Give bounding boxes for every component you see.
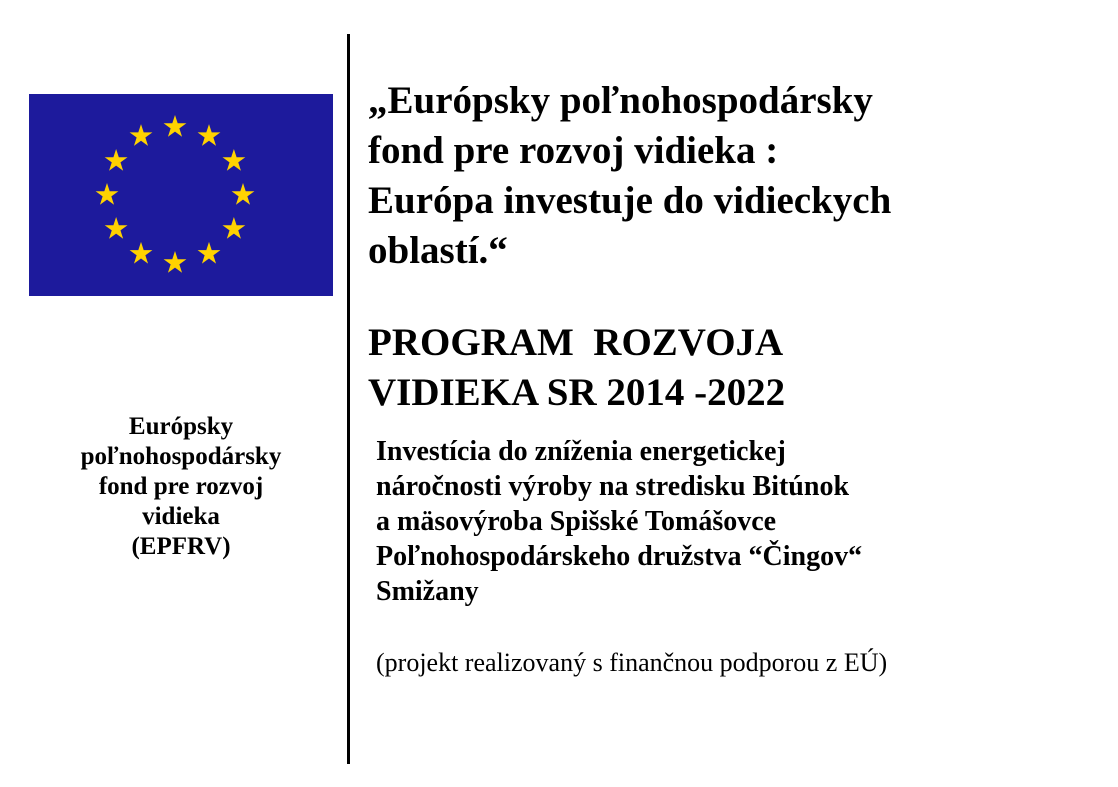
project-description xyxy=(376,434,862,609)
fund-caption-line: (EPFRV) xyxy=(131,533,231,560)
motto-line: Európa investuje do vidieckych xyxy=(368,179,892,222)
project-description-line: a mäsovýroba Spišské Tomášovce xyxy=(376,506,777,537)
project-description-line: náročnosti výroby na stredisku Bitúnok xyxy=(376,471,850,502)
program-title-line: VIDIEKA SR 2014 -2022 xyxy=(368,371,786,414)
fund-caption xyxy=(29,412,333,562)
fund-caption-line: fond pre rozvoj xyxy=(98,473,264,500)
project-description-line: Smižany xyxy=(376,576,479,607)
program-title-line: PROGRAM ROZVOJA xyxy=(368,321,784,364)
vertical-divider xyxy=(347,34,350,764)
project-description-line: Poľnohospodárskeho družstva “Čingov“ xyxy=(376,541,863,572)
fund-caption-line: poľnohospodársky xyxy=(80,443,282,470)
project-description-line: Investícia do zníženia energetickej xyxy=(376,436,786,467)
motto-line: fond pre rozvoj vidieka : xyxy=(368,129,779,172)
motto-quote xyxy=(368,76,891,276)
motto-line: oblastí.“ xyxy=(368,229,508,272)
fund-caption-line: vidieka xyxy=(142,503,220,530)
motto-line: „Európsky poľnohospodársky xyxy=(368,79,873,122)
funding-note: (projekt realizovaný s finančnou podporou z EÚ) xyxy=(376,648,888,677)
program-title xyxy=(368,318,785,418)
fund-caption-line: Európsky xyxy=(128,413,234,440)
eu-flag xyxy=(29,94,333,296)
